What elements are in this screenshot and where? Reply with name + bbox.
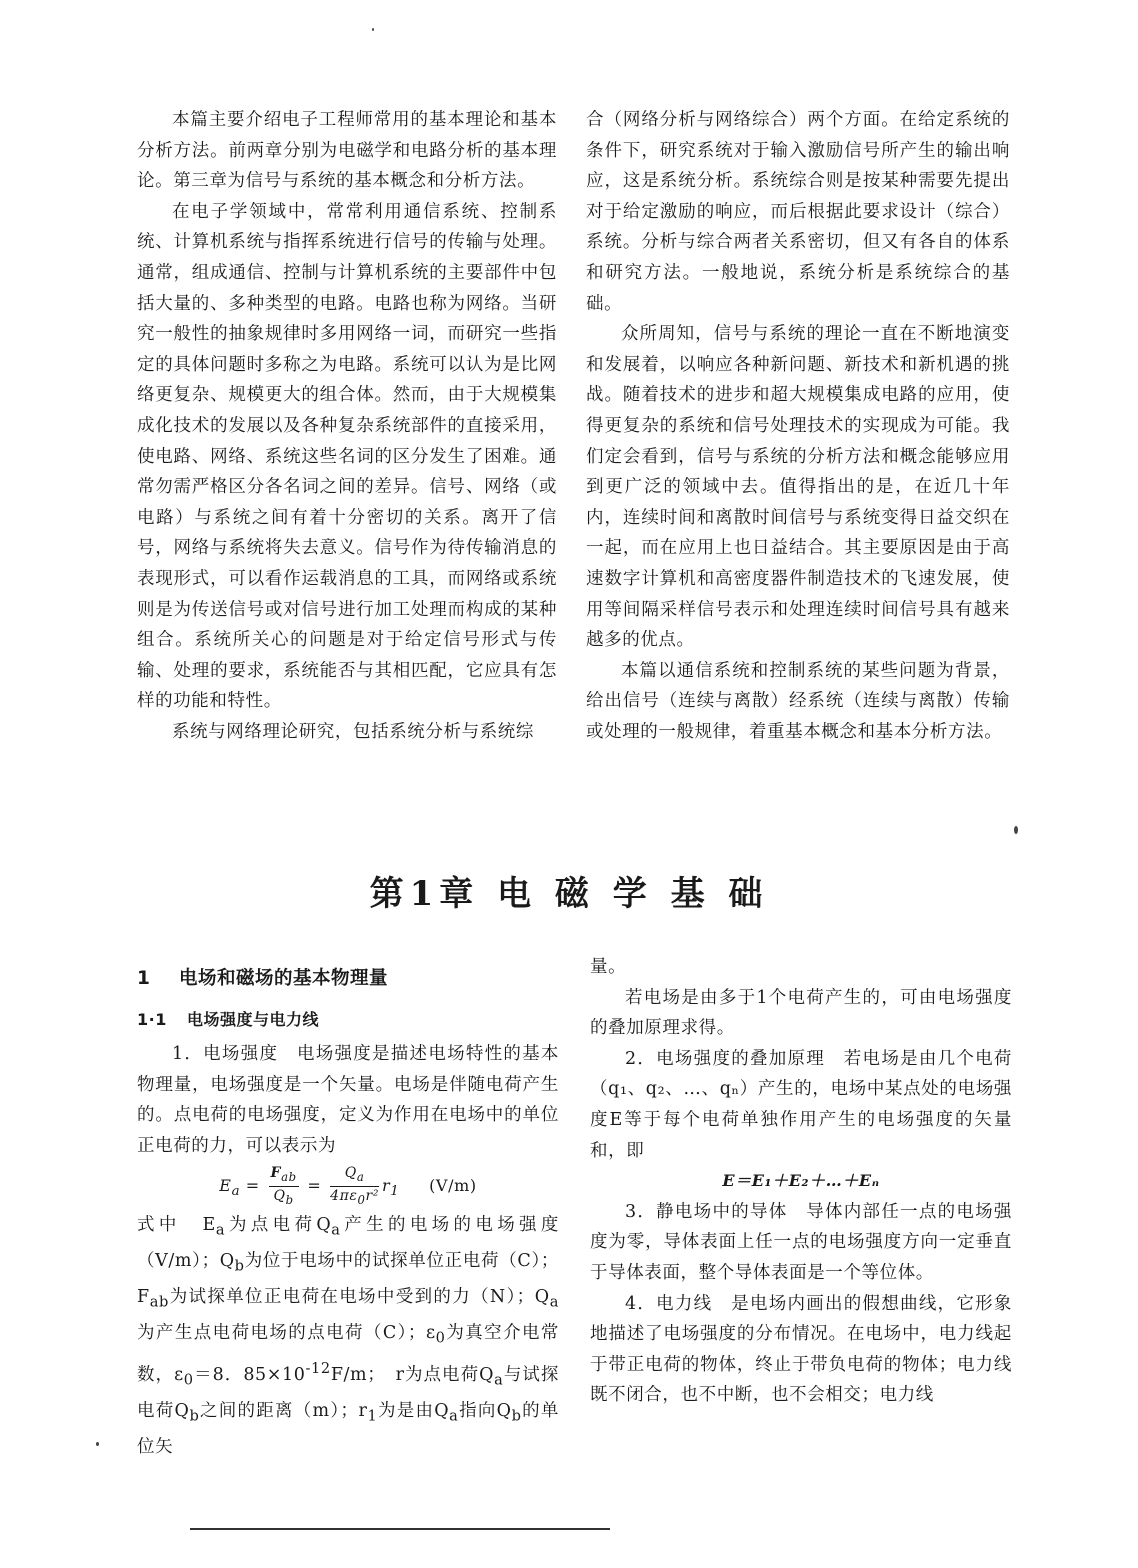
where-13: 指向Q [458,1400,512,1421]
scan-speck [96,1442,99,1446]
subsection-number: 1·1 [137,1009,167,1029]
frac2-den: 4πε [330,1187,358,1204]
frac2-num: Q [344,1164,357,1181]
intro-paragraph-5: 本篇以通信系统和控制系统的某些问题为背景，给出信号（连续与离散）经系统（连续与离散）传输或处理的一般规律，着重基本概念和基本分析方法。 [586,660,1010,742]
where-10: 与试探电荷Q [137,1364,559,1421]
where-12: 为是由Q [377,1400,450,1421]
where-5-sub: a [549,1293,559,1311]
where-9-sub: a [494,1371,504,1389]
where-3: 产生的电场的电场强度（V/m）；Q [137,1214,559,1271]
frac2-num-sub: a [356,1169,365,1184]
where-8-sup: -12 [305,1359,331,1377]
where-11: 之间的距离（m）；r [199,1400,368,1421]
formula-fraction-1 [269,1164,299,1209]
frac1-num: F [270,1164,282,1181]
where-9: F/m； r为点电荷Q [330,1364,495,1385]
intro-paragraph-3: 系统与网络理论研究，包括系统分析与系统综 [172,721,534,742]
footer-rule [190,1528,610,1530]
frac1-den-sub: b [285,1192,294,1207]
where-7: 为真空介电常数，ε [137,1322,559,1385]
where-14: 的单位矢 [137,1400,559,1457]
formula-point-charge-field: $E_a$ = $\frac{F_{ab}}{Q_b}$ = $\frac{Q_a}{4\pi\varepsilon_0r^2}$ $r_1$ (V/m) [219,1164,477,1207]
subsection-heading [137,1005,559,1036]
where-6: 为产生点电荷电场的点电荷（C）；ε [137,1322,436,1343]
intro-paragraph-1: 本篇主要介绍电子工程师常用的基本理论和基本分析方法。前两章分别为电磁学和电路分析的基本理论。第三章为信号与系统的基本概念和分析方法。 [137,110,557,192]
frac1-den: Q [273,1187,286,1204]
formula-unit-vector-sub: 1 [390,1183,400,1199]
where-1: 式中 E [137,1214,216,1235]
intro-left-column [137,105,557,747]
subsection-title: 电场强度与电力线 [187,1009,320,1029]
where-3-sub: b [234,1257,245,1275]
where-5: 为试探单位正电荷在电场中受到的力（N）；Q [168,1286,550,1307]
where-2-sub: a [331,1221,341,1239]
item-2-superposition: 2．电场强度的叠加原理 若电场是由几个电荷（q₁、q₂、…、qₙ）产生的，电场中某点处的电场强度E等于每个电荷单独作用产生的电场强度的矢量和，即 [590,1048,1012,1161]
formula-superposition: E＝E₁＋E₂＋…＋Eₙ [722,1171,880,1191]
frac1-num-sub: ab [281,1169,297,1184]
where-11-sub: 1 [367,1407,378,1425]
item-3-conductor: 3．静电场中的导体 导体内部任一点的电场强度为零，导体表面上任一点的电场强度方向一定垂直于导体表面，整个导体表面是一个等位体。 [590,1201,1012,1283]
item-4-field-lines: 4．电力线 是电场内画出的假想曲线，它形象地描述了电场强度的分布情况。在电场中，电力线起于带正电荷的物体，终止于带负电荷的物体；电力线既不闭合，也不中断，也不会相交；电力线 [590,1293,1012,1406]
where-1-sub: a [215,1221,226,1239]
formula-unit: (V/m) [429,1175,477,1195]
formula-fraction-2 [330,1164,379,1209]
frac2-den-sub: 0 [357,1192,366,1207]
where-12-sub: a [449,1407,459,1425]
scan-speck [1014,826,1018,834]
section-left-column [137,964,559,1463]
frac2-den-tail: r² [365,1187,380,1204]
section-right-column [590,952,1012,1411]
chapter-title: 第1章 电 磁 学 基 础 [369,874,769,914]
intro-right-column [586,105,1010,747]
where-8: ＝8．85×10 [193,1364,306,1385]
scan-speck [372,28,374,31]
formula-explanation [137,1210,559,1463]
where-2: 为点电荷Q [225,1214,332,1235]
item-1-electric-field-strength: 1．电场强度 电场强度是描述电场特性的基本物理量，电场强度是一个矢量。电场是伴随电荷产生的。点电荷的电场强度，定义为作用在电场中的单位正电荷的力，可以表示为 [137,1044,559,1156]
intro-paragraph-4: 众所周知，信号与系统的理论一直在不断地演变和发展着，以响应各种新问题、新技术和新机遇的挑战。随着技术的进步和超大规模集成电路的应用，使得更复杂的系统和信号处理技术的实现成为可能。我们定会看到，信号与系统的分析方法和概念能够应用到更广泛的领域中去。值得指出的是，在近几十年内，连续时间和离散时间信号与系统变得日益交织在一起，而在应用上也日益结合。其主要原因是由于高速数字计算机和高密度器件制造技术的飞速发展，使用等间隔采样信号表示和处理连续时间信号具有越来越多的优点。 [586,324,1010,651]
section-number: 1 [137,968,151,989]
section-title: 电场和磁场的基本物理量 [179,968,389,989]
formula-lhs-sub: a [231,1183,241,1199]
intro-paragraph-2: 在电子学领域中，常常利用通信系统、控制系统、计算机系统与指挥系统进行信号的传输与处理。通常，组成通信、控制与计算机系统的主要部件中包括大量的、多种类型的电路。电路也称为网络。当研究一般性的抽象规律时多用网络一词，而研究一些指定的具体问题时多称之为电路。系统可以认为是比网络更复杂、规模更大的组合体。然而，由于大规模集成化技术的发展以及各种复杂系统部件的直接采用，使电路、网络、系统这些名词的区分发生了困难。通常勿需严格区分各名词之间的差异。信号、网络（或电路）与系统之间有着十分密切的关系。离开了信号，网络与系统将失去意义。信号作为待传输消息的表现形式，可以看作运载消息的工具，而网络或系统则是为传送信号或对信号进行加工处理而构成的某种组合。系统所关心的问题是对于给定信号形式与传输、处理的要求，系统能否与其相匹配，它应具有怎样的功能和特性。 [137,201,557,712]
formula-lhs: E [219,1175,232,1195]
where-4: 为位于电场中的试探单位正电荷（C）；F [137,1250,559,1307]
section-heading [137,964,559,995]
where-7-sub: 0 [183,1371,194,1389]
superposition-intro: 若电场是由多于1个电荷产生的，可由电场强度的叠加原理求得。 [590,987,1012,1039]
where-13-sub: b [511,1407,522,1425]
intro-paragraph-3-continued: 合（网络分析与网络综合）两个方面。在给定系统的条件下，研究系统对于输入激励信号所产生的输出响应，这是系统分析。系统综合则是按某种需要先提出对于给定激励的响应，而后根据此要求设计（综合）系统。分析与综合两者关系密切，但又有各自的体系和研究方法。一般地说，系统分析是系统综合的基础。 [586,110,1010,314]
formula-unit-vector: r [382,1175,391,1195]
formula-explanation-continued: 量。 [590,957,627,977]
where-10-sub: b [189,1407,200,1425]
where-4-sub: ab [149,1293,169,1311]
where-6-sub: 0 [435,1329,446,1347]
